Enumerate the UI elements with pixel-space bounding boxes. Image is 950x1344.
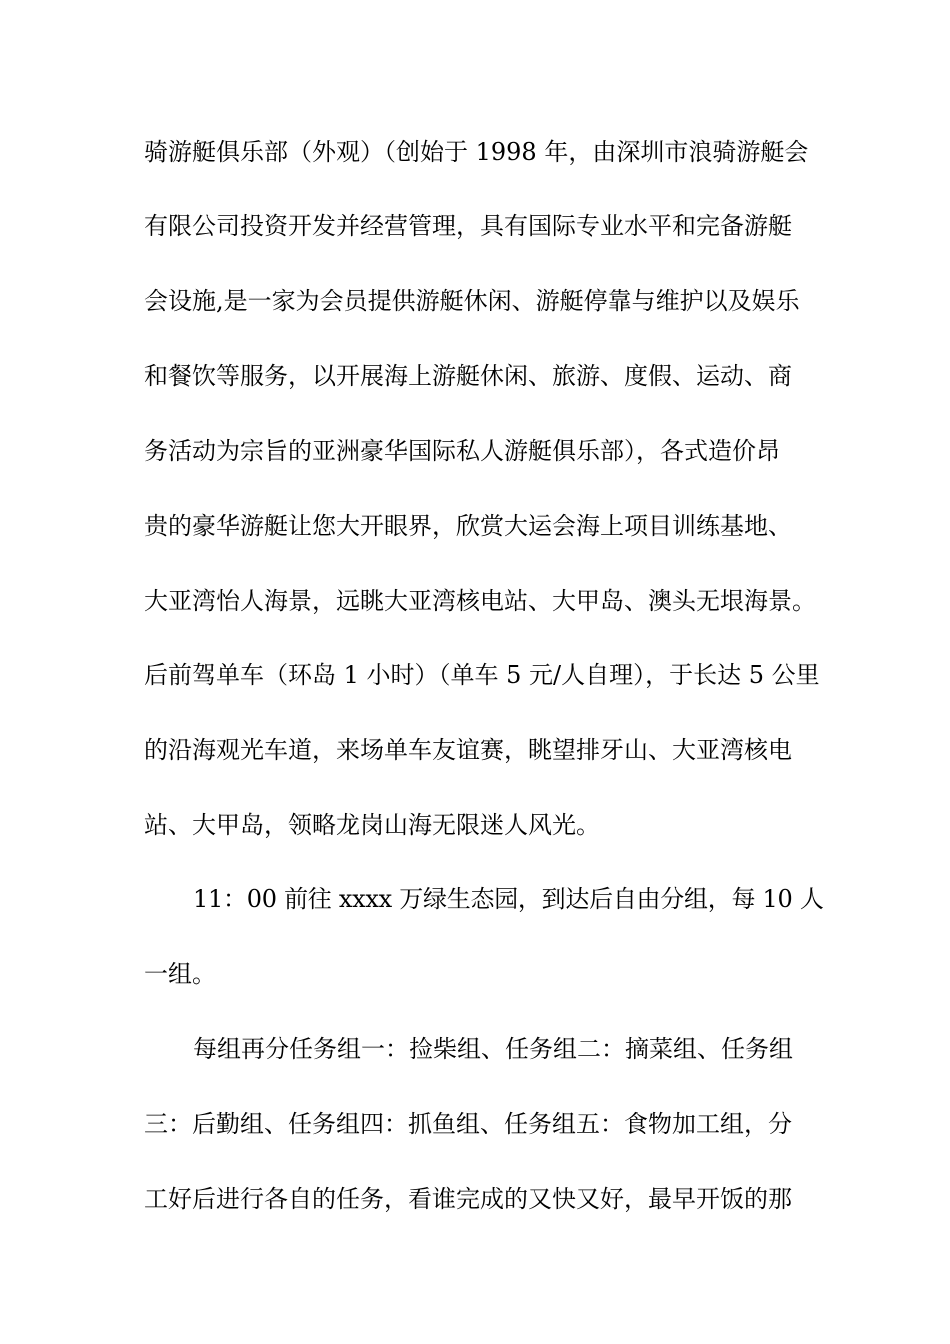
paragraph-line: 大亚湾怡人海景，远眺大亚湾核电站、大甲岛、澳头无垠海景。 bbox=[144, 587, 816, 615]
paragraph-line: 一组。 bbox=[144, 960, 216, 988]
paragraph-line: 务活动为宗旨的亚洲豪华国际私人游艇俱乐部），各式造价昂 bbox=[144, 437, 780, 465]
paragraph-line: 三：后勤组、任务组四：抓鱼组、任务组五：食物加工组，分 bbox=[144, 1110, 792, 1138]
paragraph-line: 后前驾单车（环岛 1 小时）（单车 5 元/人自理），于长达 5 公里 bbox=[144, 661, 820, 689]
paragraph-line: 工好后进行各自的任务，看谁完成的又快又好，最早开饭的那 bbox=[144, 1185, 792, 1213]
paragraph-line: 贵的豪华游艇让您大开眼界，欣赏大运会海上项目训练基地、 bbox=[144, 512, 792, 540]
paragraph-line: 骑游艇俱乐部（外观）（创始于 1998 年，由深圳市浪骑游艇会 bbox=[144, 138, 809, 166]
paragraph-line: 的沿海观光车道，来场单车友谊赛，眺望排牙山、大亚湾核电 bbox=[144, 736, 792, 764]
paragraph-line: 有限公司投资开发并经营管理，具有国际专业水平和完备游艇 bbox=[144, 212, 792, 240]
paragraph-line: 11：00 前往 xxxx 万绿生态园，到达后自由分组，每 10 人 bbox=[193, 885, 824, 913]
paragraph-line: 和餐饮等服务，以开展海上游艇休闲、旅游、度假、运动、商 bbox=[144, 362, 792, 390]
paragraph-line: 站、大甲岛，领略龙岗山海无限迷人风光。 bbox=[144, 811, 600, 839]
paragraph-line: 会设施,是一家为会员提供游艇休闲、游艇停靠与维护以及娱乐 bbox=[144, 287, 800, 315]
paragraph-line: 每组再分任务组一：捡柴组、任务组二：摘菜组、任务组 bbox=[193, 1035, 793, 1063]
